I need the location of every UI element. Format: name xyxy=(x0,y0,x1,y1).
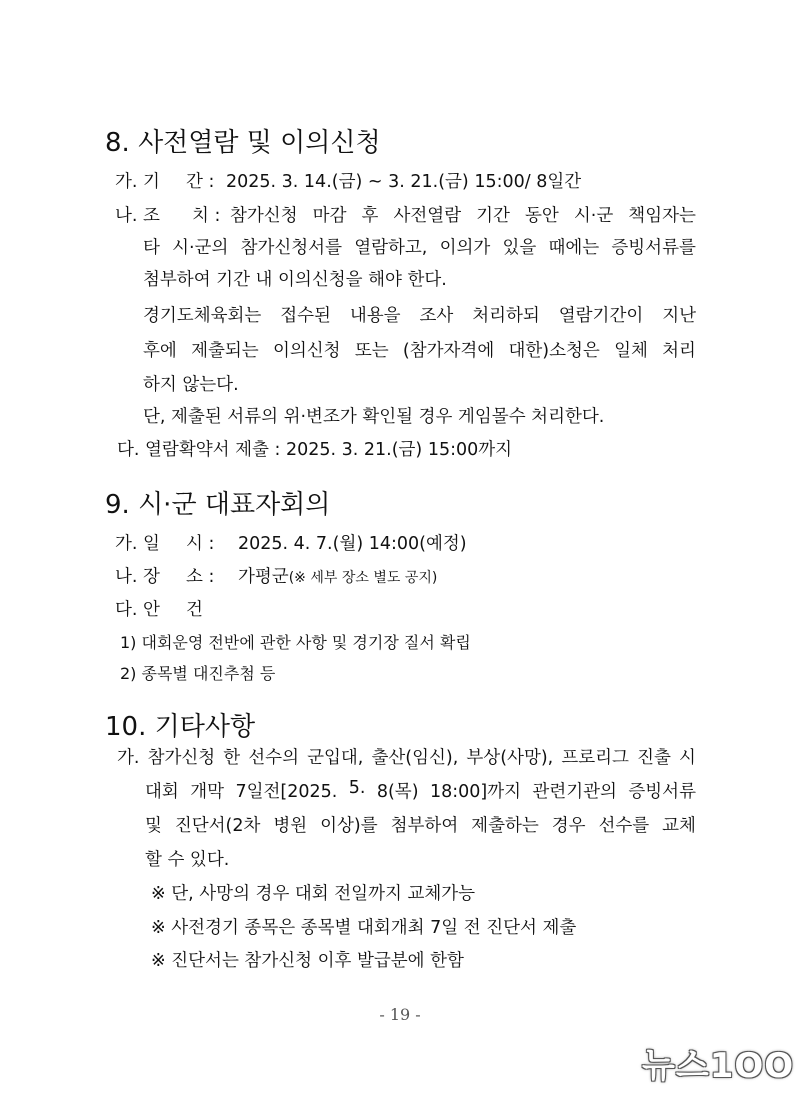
word: 타 xyxy=(143,238,160,258)
word: 및 xyxy=(145,816,162,836)
word: 대회 xyxy=(145,782,179,802)
word: 이의가 xyxy=(439,238,491,258)
s10-ga-line-2 xyxy=(145,778,696,803)
word: 제출되는 xyxy=(191,341,259,361)
s8-na-line-1 xyxy=(230,202,696,227)
s8-na-line-6: 하지 않는다. xyxy=(143,375,239,395)
word: (참가자격에 xyxy=(402,341,495,361)
s8-na-line-3: 첨부하여 기간 내 이의신청을 해야 한다. xyxy=(143,270,447,290)
word: 열람기간이 xyxy=(558,306,644,326)
s9-ga-label: 가. 일 xyxy=(115,534,160,554)
word: 후 xyxy=(361,206,379,226)
word: 책임자는 xyxy=(628,206,696,226)
word: 8(목) xyxy=(376,782,419,802)
section-10-title: 10. 기타사항 xyxy=(105,712,256,742)
s9-na-text xyxy=(238,563,437,588)
word: 증빙서류 xyxy=(628,782,696,802)
s9-ga-text: 2025. 4. 7.(월) 14:00(예정) xyxy=(238,534,467,554)
s9-na-label: 나. 장 xyxy=(115,567,160,587)
word: 관련기관의 xyxy=(532,782,617,802)
section-8-title: 8. 사전열람 및 이의신청 xyxy=(105,128,381,158)
s8-ga-text: 2025. 3. 14.(금) ~ 3. 21.(금) 15:00/ 8일간 xyxy=(226,172,582,192)
s10-ga-line-1 xyxy=(117,744,696,769)
word: 출산(임신), xyxy=(371,748,459,768)
word: 한 xyxy=(223,748,241,768)
word: 때에는 xyxy=(548,238,600,258)
s8-na-label: 나. 조 xyxy=(115,206,160,226)
word: 선수의 xyxy=(248,748,299,768)
word: 진출 xyxy=(637,748,671,768)
s10-note-2: ※ 사전경기 종목은 종목별 대회개최 7일 전 진단서 제출 xyxy=(151,918,577,938)
word: 제출하는 xyxy=(471,816,539,836)
word: 병원 xyxy=(273,816,308,836)
s10-note-3: ※ 진단서는 참가신청 이후 발급분에 한함 xyxy=(151,951,464,971)
s9-item-2: 2) 종목별 대진추첨 등 xyxy=(120,664,276,683)
s9-da-label2: 건 xyxy=(186,600,203,620)
s8-da-text: 다. 열람확약서 제출 : 2025. 3. 21.(금) 15:00까지 xyxy=(117,440,513,460)
word: 내용을 xyxy=(349,306,401,326)
word: 처리하되 xyxy=(472,306,540,326)
word: 부상(사망), xyxy=(466,748,554,768)
word: 참가신청 xyxy=(147,748,216,768)
word: 시 xyxy=(678,748,696,768)
word: 시·군 xyxy=(573,206,614,226)
word: 군입대, xyxy=(307,748,364,768)
word: 첨부하여 xyxy=(390,816,459,836)
s8-na-line-5 xyxy=(143,337,696,362)
watermark-logo: 뉴스1OO xyxy=(642,1046,795,1086)
word: 마감 xyxy=(312,206,347,226)
word: 열람하고, xyxy=(354,238,428,258)
word: 개막 xyxy=(190,782,225,802)
s8-ga-label: 가. 기 xyxy=(115,172,160,192)
word: 18:00]까지 xyxy=(429,782,522,802)
word: 가. xyxy=(117,748,140,768)
word: 후에 xyxy=(143,341,177,361)
s9-na-label2: 소 : xyxy=(186,567,215,587)
s8-na-line-4 xyxy=(143,302,696,327)
word: 선수를 xyxy=(598,816,650,836)
s9-ga-label2: 시 : xyxy=(186,534,215,554)
s9-na-note: (※ 세부 장소 별도 공지) xyxy=(288,570,438,586)
word: 있을 xyxy=(502,238,537,258)
s10-ga-line-4: 할 수 있다. xyxy=(145,850,230,870)
word: 이의신청 xyxy=(272,341,341,361)
section-9-title: 9. 시·군 대표자회의 xyxy=(105,490,331,520)
word: 대한)소청은 xyxy=(508,341,600,361)
s9-da-label: 다. 안 xyxy=(115,600,160,620)
word: 경우 xyxy=(551,816,586,836)
word: 처리 xyxy=(662,341,696,361)
word: 증빙서류를 xyxy=(611,238,696,258)
s9-item-1: 1) 대회운영 전반에 관한 사항 및 경기장 질서 확립 xyxy=(120,633,471,652)
word: 또는 xyxy=(354,341,389,361)
s10-note-1: ※ 단, 사망의 경우 대회 전일까지 교체가능 xyxy=(151,884,476,904)
word: 시·군의 xyxy=(172,238,229,258)
s10-ga-line-3 xyxy=(145,812,696,837)
s8-na-line-2 xyxy=(143,234,696,259)
word: 일체 xyxy=(614,341,648,361)
s8-ga-label2: 간 : xyxy=(186,172,215,192)
word: 교체 xyxy=(662,816,696,836)
word: 진단서(2차 xyxy=(174,816,261,836)
word: 접수된 xyxy=(280,306,331,326)
word: 7일전[2025. xyxy=(235,782,338,802)
word: 5. xyxy=(348,778,366,798)
word: 이상)를 xyxy=(320,816,378,836)
word: 참가신청 xyxy=(230,206,298,226)
word: 참가신청서를 xyxy=(240,238,342,258)
word: 프로리그 xyxy=(561,748,629,768)
word: 조사 xyxy=(419,306,454,326)
s9-na-place: 가평군 xyxy=(238,567,289,587)
word: 사전열람 xyxy=(393,206,462,226)
word: 동안 xyxy=(525,206,559,226)
word: 지난 xyxy=(662,306,696,326)
word: 기간 xyxy=(476,206,510,226)
s8-na-label2: 치 : xyxy=(192,206,221,226)
word: 경기도체육회는 xyxy=(143,306,262,326)
page-number: - 19 - xyxy=(379,1005,421,1024)
s8-na-line-7: 단, 제출된 서류의 위·변조가 확인될 경우 게임몰수 처리한다. xyxy=(143,407,605,427)
